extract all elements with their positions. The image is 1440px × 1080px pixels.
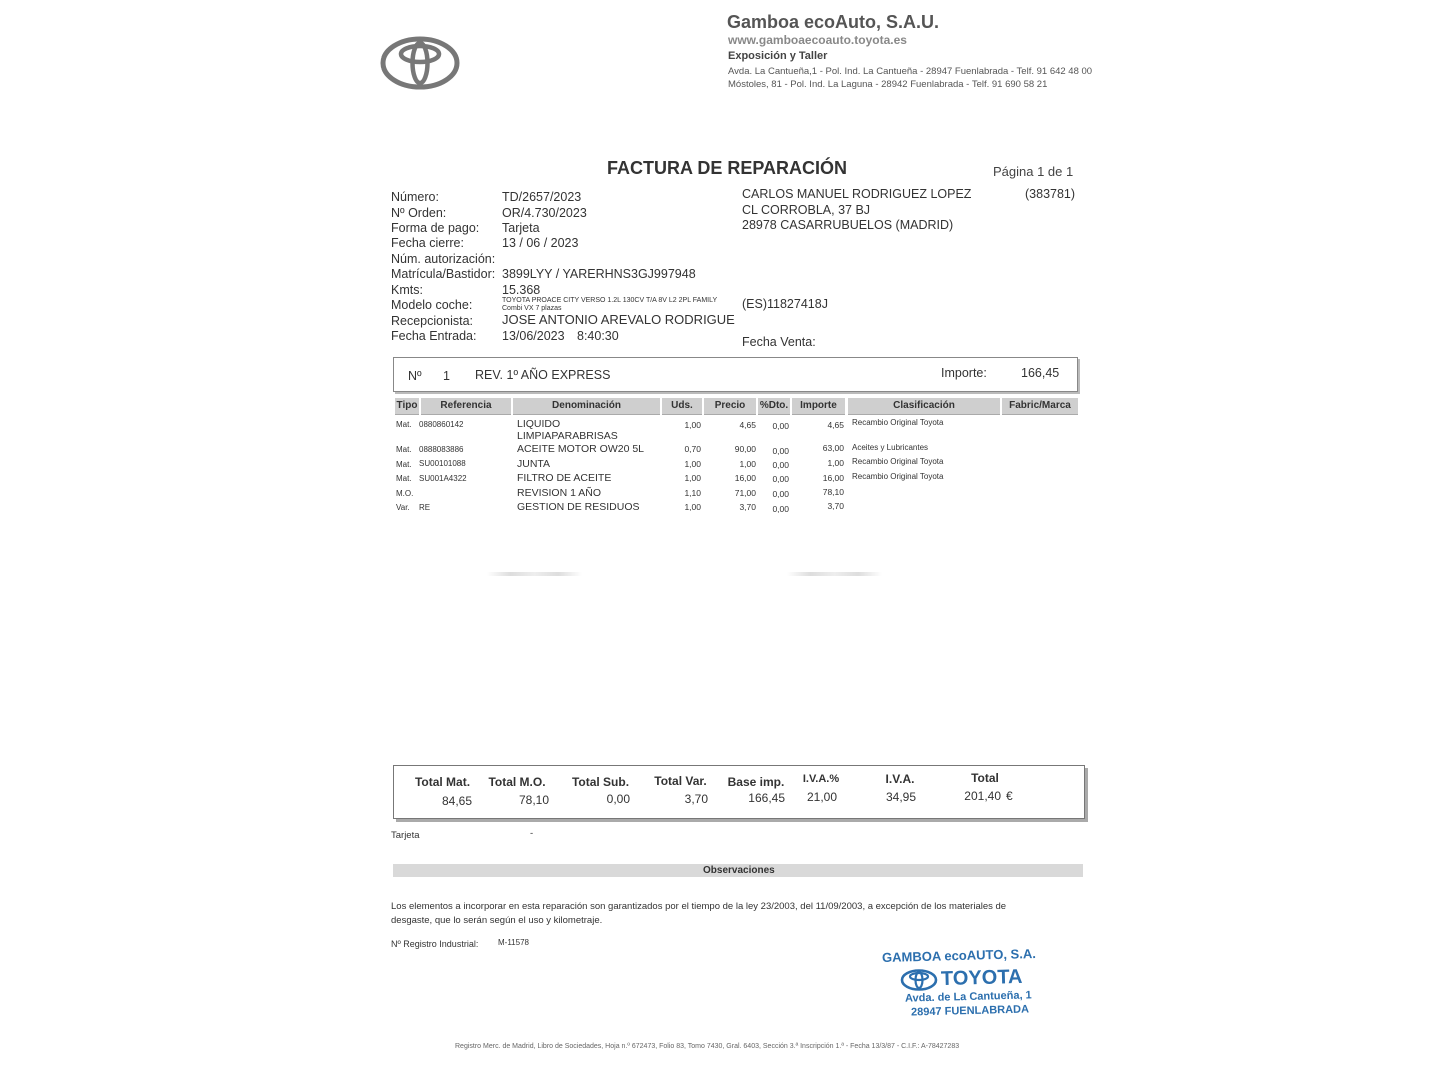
total-value: 201,40 <box>964 789 1001 803</box>
autorizacion-label: Núm. autorización: <box>391 252 496 266</box>
pago-value: Tarjeta <box>502 221 540 235</box>
modelo-label: Modelo coche: <box>391 298 473 312</box>
table-row-den: JUNTA <box>517 458 551 470</box>
table-row-ref: SU001A4322 <box>419 474 467 483</box>
col-importe: Importe <box>792 398 845 415</box>
col-clasificacion: Clasificación <box>848 398 1000 415</box>
entrada-fecha: 13/06/2023 <box>502 329 565 343</box>
table-row-dto: 0,00 <box>772 421 789 431</box>
table-row-precio: 3,70 <box>739 502 756 512</box>
table-row-den: LIQUIDO <box>517 418 561 430</box>
payment-method: Tarjeta <box>391 830 420 841</box>
table-row-dto: 0,00 <box>772 446 789 456</box>
table-row-dto: 0,00 <box>772 504 789 514</box>
recepcionista-value: JOSE ANTONIO AREVALO RODRIGUE <box>502 312 735 327</box>
table-row-dto: 0,00 <box>772 460 789 470</box>
company-website: www.gamboaecoauto.toyota.es <box>728 33 907 47</box>
table-row-precio: 1,00 <box>739 459 756 469</box>
table-row-uds: 0,70 <box>684 444 701 454</box>
col-precio: Precio <box>704 398 756 415</box>
company-address-2: Móstoles, 81 - Pol. Ind. La Laguna - 28942 Fuenlabrada - Telf. 91 690 58 21 <box>728 79 1048 90</box>
table-row-uds: 1,00 <box>684 502 701 512</box>
operation-importe: 166,45 <box>1021 366 1060 380</box>
stamp-company: GAMBOA ecoAUTO, S.A. <box>881 945 1037 966</box>
total-mat-value: 84,65 <box>441 794 472 808</box>
observaciones-label: Observaciones <box>703 865 775 876</box>
numero-label: Número: <box>391 190 439 204</box>
table-row-den: GESTION DE RESIDUOS <box>517 501 640 513</box>
col-denominacion: Denominación <box>513 398 660 415</box>
kmts-label: Kmts: <box>391 283 423 297</box>
total-var-label: Total Var. <box>654 774 707 788</box>
base-imp-value: 166,45 <box>748 791 785 805</box>
table-row-importe: 1,00 <box>827 458 844 468</box>
table-row-den2: LIMPIAPARABRISAS <box>517 430 618 442</box>
toyota-logo-icon <box>380 36 460 90</box>
kmts-value: 15.368 <box>502 283 541 297</box>
orden-value: OR/4.730/2023 <box>502 206 587 220</box>
client-code: (383781) <box>1025 187 1076 201</box>
pago-label: Forma de pago: <box>391 221 480 235</box>
table-row-precio: 90,00 <box>734 444 756 454</box>
table-row-clas: Aceites y Lubricantes <box>852 443 929 452</box>
table-row-uds: 1,10 <box>684 488 701 498</box>
table-row-ref: 0880860142 <box>419 420 464 429</box>
table-row-dto: 0,00 <box>772 489 789 499</box>
client-nif: (ES)11827418J <box>742 297 828 311</box>
currency-symbol: € <box>1006 789 1013 803</box>
total-mo-value: 78,10 <box>518 793 549 807</box>
base-imp-label: Base imp. <box>727 775 785 789</box>
total-mo-label: Total M.O. <box>488 775 546 789</box>
stamp-toyota-logo-icon <box>900 969 938 991</box>
table-row-precio: 4,65 <box>739 420 756 430</box>
col-tipo: Tipo <box>395 398 419 415</box>
total-var-value: 3,70 <box>684 792 708 806</box>
table-row-uds: 1,00 <box>684 473 701 483</box>
table-row-precio: 71,00 <box>734 488 756 498</box>
table-row-importe: 4,65 <box>827 420 844 430</box>
stamp-city: 28947 FUENLABRADA <box>910 1003 1030 1019</box>
iva-value: 34,95 <box>885 790 916 804</box>
iva-pct-label: I.V.A.% <box>802 773 840 785</box>
operation-number: 1 <box>443 369 450 383</box>
table-row-tipo: M.O. <box>396 489 414 498</box>
table-row-precio: 16,00 <box>734 473 756 483</box>
iva-label: I.V.A. <box>885 772 915 786</box>
table-row-ref: SU00101088 <box>419 459 466 468</box>
matricula-value: 3899LYY / YARERHNS3GJ997948 <box>502 267 696 281</box>
operation-n-label: Nº <box>408 369 422 383</box>
cierre-label: Fecha cierre: <box>391 236 464 250</box>
company-subtitle: Exposición y Taller <box>728 50 828 62</box>
client-street: CL CORROBLA, 37 BJ <box>742 203 871 217</box>
scan-artifact <box>787 572 882 576</box>
table-row-ref: 0888083886 <box>419 445 464 454</box>
matricula-label: Matrícula/Bastidor: <box>391 267 496 281</box>
table-row-tipo: Mat. <box>396 420 412 429</box>
operation-importe-label: Importe: <box>941 366 987 380</box>
table-row-importe: 63,00 <box>822 443 844 453</box>
scan-artifact <box>487 572 582 576</box>
col-fabric: Fabric/Marca <box>1002 398 1078 415</box>
entrada-label: Fecha Entrada: <box>391 329 477 343</box>
table-row-ref: RE <box>419 503 431 512</box>
company-name: Gamboa ecoAuto, S.A.U. <box>727 12 940 32</box>
numero-value: TD/2657/2023 <box>502 190 582 204</box>
table-row-uds: 1,00 <box>684 459 701 469</box>
orden-label: Nº Orden: <box>391 206 447 220</box>
stamp-address: Avda. de La Cantueña, 1 <box>904 989 1032 1005</box>
registro-value: M-11578 <box>498 938 529 947</box>
client-name: CARLOS MANUEL RODRIGUEZ LOPEZ <box>742 187 972 201</box>
recepcionista-label: Recepcionista: <box>391 314 473 328</box>
col-dto: %Dto. <box>758 398 790 415</box>
legal-footer: Registro Merc. de Madrid, Libro de Sociedades, Hoja n.º 672473, Folio 83, Tomo 7430, Gral. 6403, Sección 3.ª Inscripción 1.ª - Fecha 13/3/87 - C.I.F.: A-78427283 <box>455 1043 960 1050</box>
modelo-value: TOYOTA PROACE CITY VERSO 1.2L 130CV T/A 8V L2 2PL FAMILY Combi VX 7 plazas <box>502 297 718 312</box>
cierre-value: 13 / 06 / 2023 <box>502 236 579 250</box>
total-label: Total <box>971 771 999 785</box>
total-sub-label: Total Sub. <box>571 775 630 789</box>
client-city: 28978 CASARRUBUELOS (MADRID) <box>742 218 954 232</box>
warranty-text-2: desgaste, que lo serán según el uso y kilometraje. <box>391 915 603 926</box>
table-row-tipo: Mat. <box>396 460 412 469</box>
iva-pct-value: 21,00 <box>806 790 837 804</box>
total-sub-value: 0,00 <box>606 792 630 806</box>
table-row-importe: 3,70 <box>827 501 844 511</box>
table-row-importe: 16,00 <box>822 473 844 483</box>
stamp-brand: TOYOTA <box>940 965 1023 991</box>
registro-label: Nº Registro Industrial: <box>391 939 479 949</box>
company-address-1: Avda. La Cantueña,1 - Pol. Ind. La Cantueña - 28947 Fuenlabrada - Telf. 91 642 48 00 <box>728 66 1093 77</box>
table-row-tipo: Mat. <box>396 474 412 483</box>
document-title: FACTURA DE REPARACIÓN <box>607 158 848 178</box>
table-row-tipo: Var. <box>396 503 410 512</box>
table-row-uds: 1,00 <box>684 420 701 430</box>
total-mat-label: Total Mat. <box>414 775 471 789</box>
page-indicator: Página 1 de 1 <box>993 164 1074 179</box>
table-row-den: ACEITE MOTOR OW20 5L <box>517 443 644 455</box>
operation-name: REV. 1º AÑO EXPRESS <box>475 368 611 382</box>
table-row-clas: Recambio Original Toyota <box>852 418 944 427</box>
table-row-tipo: Mat. <box>396 445 412 454</box>
table-row-importe: 78,10 <box>822 487 844 497</box>
payment-dash: - <box>530 828 534 839</box>
table-row-dto: 0,00 <box>772 474 789 484</box>
entrada-hora: 8:40:30 <box>577 329 619 343</box>
col-uds: Uds. <box>662 398 702 415</box>
table-row-den: FILTRO DE ACEITE <box>517 472 612 484</box>
table-row-clas: Recambio Original Toyota <box>852 457 944 466</box>
col-referencia: Referencia <box>421 398 511 415</box>
table-row-clas: Recambio Original Toyota <box>852 472 944 481</box>
table-row-den: REVISION 1 AÑO <box>517 487 602 499</box>
fecha-venta-label: Fecha Venta: <box>742 335 816 349</box>
warranty-text-1: Los elementos a incorporar en esta reparación son garantizados por el tiempo de la ley 23/2003, del 11/09/2003, a excepción de los materiales de <box>391 901 1007 912</box>
